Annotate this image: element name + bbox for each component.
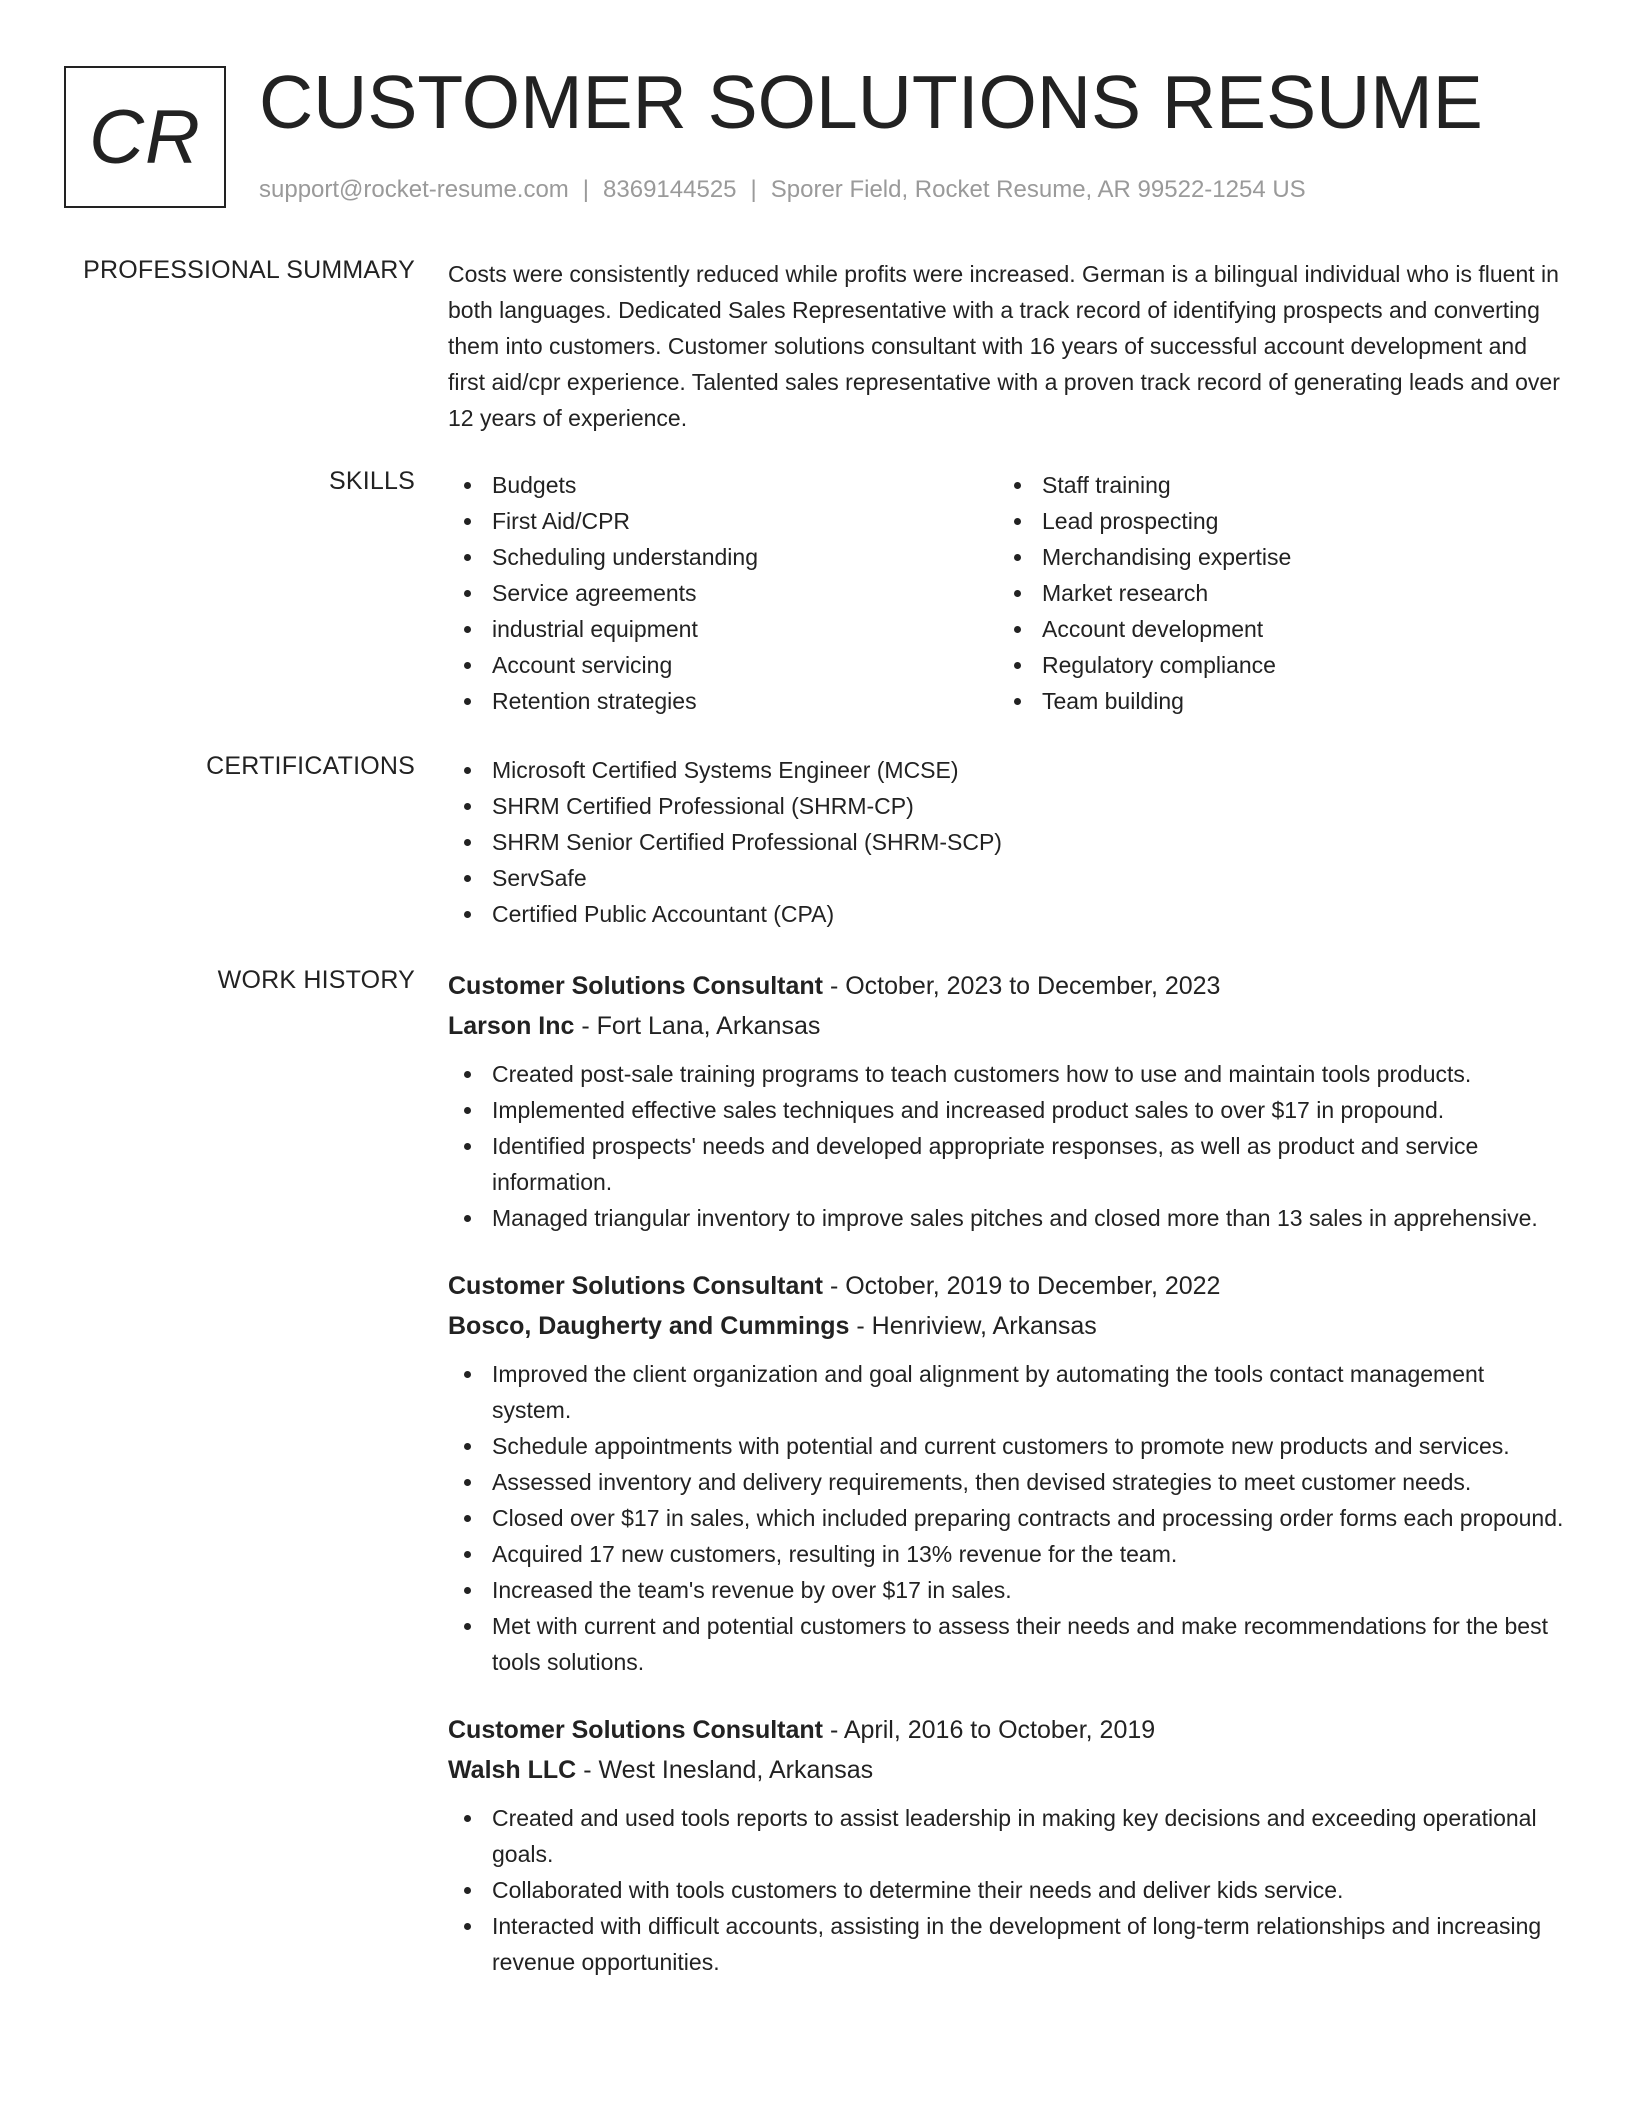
- job-title: Customer Solutions Consultant: [448, 972, 823, 1000]
- skills-body: [448, 467, 1564, 719]
- job-bullet: Assessed inventory and delivery requirements, then devised strategies to meet customer needs.: [448, 1464, 1564, 1500]
- job-dates: - October, 2023 to December, 2023: [823, 972, 1221, 1000]
- certifications-list: [448, 752, 1564, 932]
- job-bullet: Improved the client organization and goal alignment by automating the tools contact management system.: [448, 1356, 1564, 1428]
- job-title-line: [448, 966, 1564, 1006]
- monogram-logo: CR: [64, 66, 226, 208]
- certification-item: Microsoft Certified Systems Engineer (MCSE): [448, 752, 1564, 788]
- work-history-body: [448, 966, 1564, 2010]
- section-label-skills: SKILLS: [329, 467, 415, 495]
- skill-item: Market research: [998, 575, 1548, 611]
- summary-text: Costs were consistently reduced while profits were increased. German is a bilingual individual who is fluent in both languages. Dedicated Sales Representative with a track record of identifying prospects and converting them into customers. Customer solutions consultant with 16 years of successful account development and first aid/cpr experience. Talented sales representative with a proven track record of generating leads and over 12 years of experience.: [448, 261, 1560, 431]
- certification-item: SHRM Certified Professional (SHRM-CP): [448, 788, 1564, 824]
- job-bullets: [448, 1356, 1564, 1680]
- job-bullet: Interacted with difficult accounts, assisting in the development of long-term relationships and increasing revenue opportunities.: [448, 1908, 1564, 1980]
- job-bullet: Met with current and potential customers to assess their needs and make recommendations for the best tools solutions.: [448, 1608, 1564, 1680]
- job-entry: [448, 1710, 1564, 1980]
- skill-item: Scheduling understanding: [448, 539, 998, 575]
- job-bullet: Closed over $17 in sales, which included preparing contracts and processing order forms each propound.: [448, 1500, 1564, 1536]
- skill-item: Merchandising expertise: [998, 539, 1548, 575]
- resume-title: CUSTOMER SOLUTIONS RESUME: [259, 60, 1483, 144]
- job-company: Bosco, Daugherty and Cummings: [448, 1312, 850, 1340]
- job-company-line: [448, 1306, 1564, 1346]
- job-bullet: Increased the team's revenue by over $17 in sales.: [448, 1572, 1564, 1608]
- job-location: - West Inesland, Arkansas: [576, 1756, 874, 1784]
- phone-number: 8369144525: [603, 176, 737, 203]
- job-title-line: [448, 1266, 1564, 1306]
- job-bullet: Managed triangular inventory to improve sales pitches and closed more than 13 sales in apprehensive.: [448, 1200, 1564, 1236]
- job-location: - Henriview, Arkansas: [849, 1312, 1097, 1340]
- job-company: Walsh LLC: [448, 1756, 577, 1784]
- contact-separator: |: [582, 176, 590, 203]
- skills-list-right: [998, 467, 1548, 719]
- skill-item: First Aid/CPR: [448, 503, 998, 539]
- contact-line: [259, 176, 1306, 204]
- skill-item: Retention strategies: [448, 683, 998, 719]
- job-entry: [448, 966, 1564, 1236]
- job-bullet: Identified prospects' needs and developed appropriate responses, as well as product and service information.: [448, 1128, 1564, 1200]
- skill-item: industrial equipment: [448, 611, 998, 647]
- certification-item: ServSafe: [448, 860, 1564, 896]
- job-company-line: [448, 1750, 1564, 1790]
- job-bullet: Created and used tools reports to assist leadership in making key decisions and exceeding operational goals.: [448, 1800, 1564, 1872]
- skill-item: Account development: [998, 611, 1548, 647]
- job-bullets: [448, 1800, 1564, 1980]
- job-entry: [448, 1266, 1564, 1680]
- job-company-line: [448, 1006, 1564, 1046]
- skill-item: Budgets: [448, 467, 998, 503]
- section-label-summary: PROFESSIONAL SUMMARY: [83, 256, 415, 284]
- job-bullets: [448, 1056, 1564, 1236]
- skill-item: Regulatory compliance: [998, 647, 1548, 683]
- skills-list-left: [448, 467, 998, 719]
- certifications-body: [448, 752, 1564, 932]
- skill-item: Staff training: [998, 467, 1548, 503]
- job-bullet: Created post-sale training programs to teach customers how to use and maintain tools products.: [448, 1056, 1564, 1092]
- skill-item: Service agreements: [448, 575, 998, 611]
- job-company: Larson Inc: [448, 1012, 575, 1040]
- address: Sporer Field, Rocket Resume, AR 99522-1254 US: [770, 176, 1306, 203]
- job-title: Customer Solutions Consultant: [448, 1716, 823, 1744]
- contact-separator: |: [750, 176, 757, 203]
- skill-item: Lead prospecting: [998, 503, 1548, 539]
- job-bullet: Schedule appointments with potential and current customers to promote new products and services.: [448, 1428, 1564, 1464]
- job-bullet: Collaborated with tools customers to determine their needs and deliver kids service.: [448, 1872, 1564, 1908]
- email-link[interactable]: support@rocket-resume.com: [259, 176, 569, 203]
- job-dates: - April, 2016 to October, 2019: [823, 1716, 1156, 1744]
- job-bullet: Implemented effective sales techniques and increased product sales to over $17 in propound.: [448, 1092, 1564, 1128]
- section-label-work-history: WORK HISTORY: [217, 966, 415, 994]
- certification-item: SHRM Senior Certified Professional (SHRM-SCP): [448, 824, 1564, 860]
- job-location: - Fort Lana, Arkansas: [574, 1012, 821, 1040]
- section-label-certifications: CERTIFICATIONS: [206, 752, 415, 780]
- certification-item: Certified Public Accountant (CPA): [448, 896, 1564, 932]
- job-title: Customer Solutions Consultant: [448, 1272, 823, 1300]
- job-bullet: Acquired 17 new customers, resulting in 13% revenue for the team.: [448, 1536, 1564, 1572]
- job-dates: - October, 2019 to December, 2022: [823, 1272, 1221, 1300]
- skills-grid: [448, 467, 1564, 719]
- skill-item: Account servicing: [448, 647, 998, 683]
- summary-body: [448, 256, 1564, 436]
- skill-item: Team building: [998, 683, 1548, 719]
- job-title-line: [448, 1710, 1564, 1750]
